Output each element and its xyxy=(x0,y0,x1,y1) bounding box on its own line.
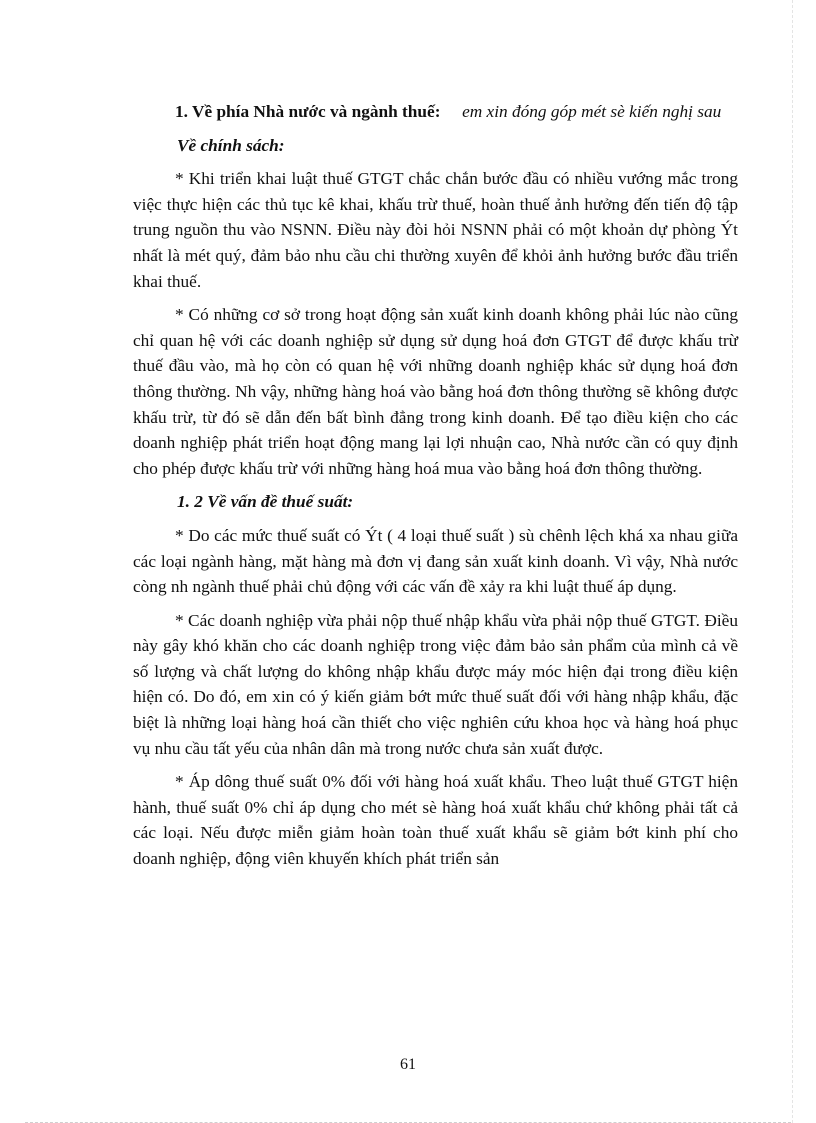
paragraph: * Có những cơ sở trong hoạt động sản xuất kinh doanh không phải lúc nào cũng chỉ quan hệ với các doanh nghiệp sử dụng sử dụng hoá đơn GTGT để được khấu trừ thuế đầu vào, mà họ còn có quan hệ với những doanh nghiệp khác sử dụng hoá đơn thông thường. Nh vậy, những hàng hoá vào bằng hoá đơn thông thường sẽ không được khấu trừ, từ đó sẽ dẫn đến bất bình đẳng trong kinh doanh. Để tạo điều kiện cho các doanh nghiệp phát triển hoạt động mang lại lợi nhuận cao, Nhà nước cần có quy định cho phép được khấu trừ với những hàng hoá mua vào bằng hoá đơn thông thường. xyxy=(133,305,738,478)
paragraph: * Các doanh nghiệp vừa phải nộp thuế nhập khẩu vừa phải nộp thuế GTGT. Điều này gây khó khăn cho các doanh nghiệp trong việc đảm bảo sản phẩm của mình cả về số lượng và chất lượng do không nhập khẩu được máy móc hiện đại trong điều kiện hiện có. Do đó, em xin có ý kiến giảm bớt mức thuế suất đối với hàng nhập khẩu, đặc biệt là những loại hàng hoá cần thiết cho việc nghiên cứu khoa học và hàng hoá phục vụ nhu cầu tất yếu của nhân dân mà trong nước chưa sản xuất được. xyxy=(133,610,738,758)
section-heading-italic: em xin đóng góp mét sè kiến nghị sau xyxy=(462,102,722,121)
subheading-tax-rate: 1. 2 Về vấn đề thuế suất: xyxy=(177,492,354,512)
section-heading-bold: 1. Về phía Nhà nước và ngành thuế: xyxy=(175,102,441,121)
paragraph: * Do các mức thuế suất có Ýt ( 4 loại thuế suất ) sù chênh lệch khá xa nhau giữa các loại ngành hàng, mặt hàng mà đơn vị đang sản xuất kinh doanh. Vì vậy, Nhà nước còng nh ngành thuế phải chủ động với các vấn đề xảy ra khi luật thuế áp dụng. xyxy=(133,525,738,597)
page-number: 61 xyxy=(400,1056,416,1073)
subheading-policy: Về chính sách: xyxy=(177,135,285,155)
paragraph: * Khi triển khai luật thuế GTGT chắc chắn bước đầu có nhiều vướng mắc trong việc thực hiện các thủ tục kê khai, khấu trừ thuế, hoàn thuế ảnh hưởng đến tiến độ tập trung nguồn thu vào NSNN. Điều này đòi hỏi NSNN phải có một khoản dự phòng Ýt nhất là mét quý, đảm bảo nhu cầu chi thường xuyên để khỏi ảnh hưởng bước đầu triển khai thuế. xyxy=(133,169,738,291)
page-content xyxy=(133,99,738,880)
paragraph: * Áp dông thuế suất 0% đối với hàng hoá xuất khẩu. Theo luật thuế GTGT hiện hành, thuế suất 0% chỉ áp dụng cho mét sè hàng hoá xuất khẩu chứ không phải tất cả các loại. Nếu được miễn giảm hoàn toàn thuế xuất khẩu sẽ giảm bớt kinh phí cho doanh nghiệp, động viên khuyến khích phát triển sản xyxy=(133,772,738,869)
section-heading xyxy=(133,99,738,125)
page-right-divider xyxy=(792,0,793,1123)
